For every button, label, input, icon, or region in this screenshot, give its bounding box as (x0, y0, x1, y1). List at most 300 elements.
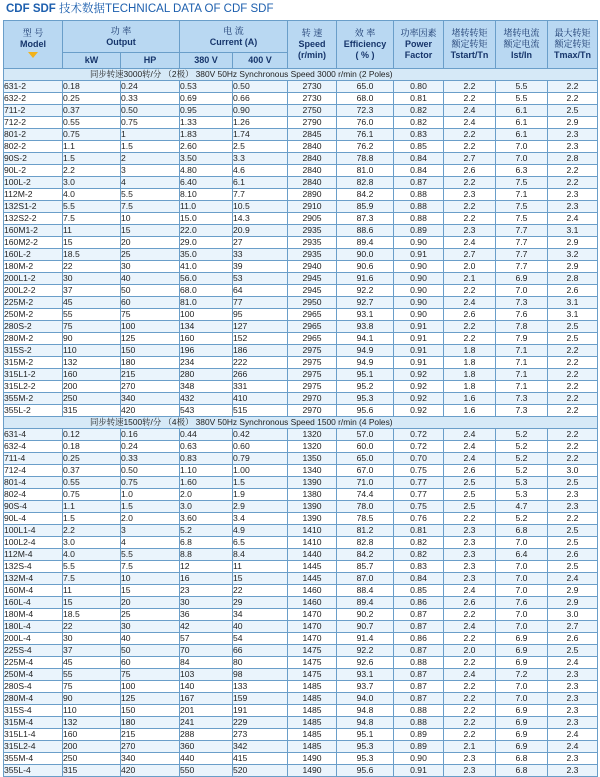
model-cell: 315L1-2 (4, 369, 63, 381)
table-cell: 2.3 (444, 525, 496, 537)
table-cell: 85.9 (337, 201, 394, 213)
table-cell: 0.63 (180, 441, 233, 453)
table-cell: 2.5 (548, 105, 598, 117)
table-cell: 0.82 (394, 537, 444, 549)
table-cell: 2.9 (548, 585, 598, 597)
table-cell: 0.75 (121, 117, 180, 129)
table-cell: 0.82 (394, 117, 444, 129)
table-cell: 53 (233, 273, 288, 285)
table-cell: 6.9 (496, 657, 548, 669)
table-row (4, 93, 598, 105)
table-cell: 0.92 (394, 405, 444, 417)
table-cell: 0.75 (63, 129, 121, 141)
table-cell: 7.0 (496, 681, 548, 693)
header-output: 功 率 Output (63, 21, 180, 53)
table-cell: 0.55 (63, 477, 121, 489)
table-cell: 315 (63, 405, 121, 417)
table-row (4, 633, 598, 645)
model-cell: 132S2-2 (4, 213, 63, 225)
table-cell: 2.8 (548, 273, 598, 285)
table-cell: 5.2 (180, 525, 233, 537)
table-cell: 2.3 (548, 705, 598, 717)
table-cell: 2.2 (63, 165, 121, 177)
table-row (4, 81, 598, 93)
table-cell: 0.88 (394, 213, 444, 225)
header-efficiency: 效 率 Efficiency ( % ) (337, 21, 394, 69)
table-cell: 2890 (288, 189, 337, 201)
table-cell: 2.1 (444, 741, 496, 753)
table-cell: 2.5 (444, 501, 496, 513)
table-cell: 15 (121, 225, 180, 237)
model-cell: 355M-4 (4, 753, 63, 765)
model-cell: 225M-2 (4, 297, 63, 309)
table-row (4, 729, 598, 741)
table-cell: 201 (180, 705, 233, 717)
table-cell: 2.3 (548, 141, 598, 153)
table-row (4, 561, 598, 573)
table-cell: 152 (233, 333, 288, 345)
table-cell: 0.72 (394, 429, 444, 441)
table-cell: 196 (180, 345, 233, 357)
model-cell: 90L-2 (4, 165, 63, 177)
table-cell: 0.44 (180, 429, 233, 441)
table-cell: 0.84 (394, 153, 444, 165)
table-cell: 2.4 (548, 213, 598, 225)
table-cell: 10.5 (233, 201, 288, 213)
table-cell: 100 (121, 681, 180, 693)
table-cell: 2.4 (548, 729, 598, 741)
table-cell: 94.9 (337, 345, 394, 357)
table-cell: 1475 (288, 669, 337, 681)
table-row (4, 549, 598, 561)
table-cell: 2.8 (548, 153, 598, 165)
table-row (4, 429, 598, 441)
header-400v: 400 V (233, 53, 288, 69)
table-cell: 55 (63, 309, 121, 321)
table-cell: 0.82 (394, 105, 444, 117)
table-cell: 2940 (288, 261, 337, 273)
table-cell: 7.5 (496, 201, 548, 213)
table-row (4, 669, 598, 681)
table-row (4, 309, 598, 321)
table-cell: 342 (233, 741, 288, 753)
table-cell: 2.2 (444, 513, 496, 525)
table-row (4, 213, 598, 225)
table-cell: 1.8 (444, 381, 496, 393)
table-cell: 415 (233, 753, 288, 765)
section-header-row (4, 69, 598, 81)
table-cell: 92.6 (337, 657, 394, 669)
table-cell: 90.7 (337, 621, 394, 633)
table-cell: 95.6 (337, 405, 394, 417)
table-cell: 7.3 (496, 405, 548, 417)
table-cell: 68.0 (180, 285, 233, 297)
table-cell: 1380 (288, 489, 337, 501)
table-cell: 1.33 (180, 117, 233, 129)
table-cell: 315 (63, 765, 121, 777)
table-cell: 280 (180, 369, 233, 381)
table-cell: 8.4 (233, 549, 288, 561)
table-cell: 7.6 (496, 597, 548, 609)
table-row (4, 717, 598, 729)
table-cell: 2.2 (444, 81, 496, 93)
model-cell: 180M-4 (4, 609, 63, 621)
table-cell: 75 (121, 309, 180, 321)
table-cell: 2.2 (444, 693, 496, 705)
table-cell: 18.5 (63, 609, 121, 621)
table-cell: 5.5 (121, 549, 180, 561)
table-cell: 0.88 (394, 705, 444, 717)
table-row (4, 657, 598, 669)
table-cell: 2.3 (444, 765, 496, 777)
table-cell: 22.0 (180, 225, 233, 237)
table-cell: 7.5 (63, 213, 121, 225)
table-cell: 6.5 (233, 537, 288, 549)
table-cell: 2.2 (444, 285, 496, 297)
table-cell: 3.0 (548, 609, 598, 621)
table-cell: 40 (233, 621, 288, 633)
table-cell: 270 (121, 381, 180, 393)
document-title (0, 0, 600, 19)
table-cell: 1340 (288, 465, 337, 477)
table-cell: 0.24 (121, 441, 180, 453)
table-cell: 6.9 (496, 645, 548, 657)
table-cell: 0.87 (394, 645, 444, 657)
table-cell: 40 (121, 273, 180, 285)
table-cell: 103 (180, 669, 233, 681)
table-cell: 0.88 (394, 201, 444, 213)
table-cell: 0.90 (394, 285, 444, 297)
table-cell: 0.81 (394, 93, 444, 105)
table-cell: 2.60 (180, 141, 233, 153)
table-cell: 2.3 (548, 489, 598, 501)
table-cell: 186 (233, 345, 288, 357)
table-cell: 6.1 (496, 117, 548, 129)
table-cell: 84.2 (337, 189, 394, 201)
table-cell: 340 (121, 393, 180, 405)
table-cell: 11 (233, 561, 288, 573)
table-cell: 2.5 (548, 525, 598, 537)
table-cell: 0.42 (233, 429, 288, 441)
table-cell: 0.83 (180, 453, 233, 465)
table-row (4, 393, 598, 405)
table-cell: 40 (121, 633, 180, 645)
table-cell: 82.8 (337, 537, 394, 549)
table-cell: 30 (63, 633, 121, 645)
table-cell: 2.2 (63, 525, 121, 537)
table-cell: 30 (180, 597, 233, 609)
table-cell: 0.90 (394, 297, 444, 309)
model-cell: 355M-2 (4, 393, 63, 405)
table-cell: 2840 (288, 141, 337, 153)
table-cell: 5.2 (496, 453, 548, 465)
table-cell: 74.4 (337, 489, 394, 501)
table-cell: 0.91 (394, 345, 444, 357)
table-row (4, 501, 598, 513)
model-cell: 315M-4 (4, 717, 63, 729)
table-cell: 2.3 (548, 765, 598, 777)
table-cell: 2.5 (548, 477, 598, 489)
table-cell: 2840 (288, 177, 337, 189)
table-cell: 241 (180, 717, 233, 729)
table-cell: 2.7 (444, 249, 496, 261)
table-cell: 0.90 (394, 273, 444, 285)
table-cell: 0.37 (63, 465, 121, 477)
table-cell: 2950 (288, 297, 337, 309)
table-cell: 0.87 (394, 609, 444, 621)
model-cell: 315L1-4 (4, 729, 63, 741)
table-cell: 3.1 (548, 309, 598, 321)
table-cell: 1.6 (444, 393, 496, 405)
table-row (4, 357, 598, 369)
table-cell: 0.66 (233, 93, 288, 105)
table-cell: 1470 (288, 633, 337, 645)
table-cell: 0.90 (233, 105, 288, 117)
table-cell: 93.7 (337, 681, 394, 693)
table-cell: 2.6 (548, 285, 598, 297)
table-cell: 15 (233, 573, 288, 585)
table-cell: 1.5 (63, 153, 121, 165)
model-cell: 100L2-4 (4, 537, 63, 549)
model-cell: 802-4 (4, 489, 63, 501)
table-cell: 2975 (288, 345, 337, 357)
model-cell: 802-2 (4, 141, 63, 153)
table-cell: 1.0 (121, 489, 180, 501)
table-cell: 7.7 (496, 249, 548, 261)
table-cell: 93.1 (337, 309, 394, 321)
table-cell: 0.75 (394, 465, 444, 477)
table-cell: 10 (121, 213, 180, 225)
table-cell: 2.2 (444, 129, 496, 141)
table-cell: 2.9 (548, 597, 598, 609)
table-cell: 0.91 (394, 765, 444, 777)
table-cell: 1485 (288, 729, 337, 741)
table-cell: 76.0 (337, 117, 394, 129)
table-cell: 222 (233, 357, 288, 369)
table-cell: 1390 (288, 501, 337, 513)
table-cell: 5.5 (496, 81, 548, 93)
table-cell: 0.53 (180, 81, 233, 93)
table-cell: 520 (233, 765, 288, 777)
model-cell: 280S-4 (4, 681, 63, 693)
table-cell: 2840 (288, 165, 337, 177)
table-cell: 515 (233, 405, 288, 417)
table-cell: 440 (180, 753, 233, 765)
table-cell: 92.2 (337, 645, 394, 657)
table-cell: 35.0 (180, 249, 233, 261)
table-row (4, 165, 598, 177)
model-cell: 711-4 (4, 453, 63, 465)
table-cell: 15 (121, 585, 180, 597)
table-row (4, 765, 598, 777)
table-cell: 2945 (288, 285, 337, 297)
table-cell: 3.4 (233, 513, 288, 525)
table-cell: 2840 (288, 153, 337, 165)
table-cell: 0.91 (394, 357, 444, 369)
table-cell: 60.0 (337, 441, 394, 453)
table-cell: 94.9 (337, 357, 394, 369)
table-cell: 0.18 (63, 441, 121, 453)
table-cell: 2.6 (444, 165, 496, 177)
table-cell: 2.3 (548, 693, 598, 705)
table-cell: 2.5 (548, 321, 598, 333)
table-cell: 71.0 (337, 477, 394, 489)
table-cell: 2.2 (548, 381, 598, 393)
table-cell: 0.83 (394, 129, 444, 141)
technical-data-table (3, 20, 598, 777)
model-cell: 200L1-2 (4, 273, 63, 285)
table-row (4, 609, 598, 621)
table-row (4, 381, 598, 393)
table-cell: 2.6 (444, 309, 496, 321)
table-cell: 2.2 (548, 513, 598, 525)
table-cell: 2.2 (444, 681, 496, 693)
table-cell: 7.0 (496, 141, 548, 153)
arrow-down-icon (28, 52, 38, 58)
table-cell: 5.5 (496, 93, 548, 105)
table-cell: 550 (180, 765, 233, 777)
table-cell: 2935 (288, 249, 337, 261)
table-cell: 2.2 (548, 441, 598, 453)
table-cell: 57 (180, 633, 233, 645)
model-cell: 315S-4 (4, 705, 63, 717)
table-cell: 6.9 (496, 273, 548, 285)
table-row (4, 225, 598, 237)
table-cell: 2.2 (548, 345, 598, 357)
model-cell: 100L-2 (4, 177, 63, 189)
table-cell: 65.0 (337, 453, 394, 465)
table-cell: 0.91 (394, 249, 444, 261)
table-cell: 1.10 (180, 465, 233, 477)
table-cell: 1440 (288, 549, 337, 561)
table-cell: 1485 (288, 705, 337, 717)
table-cell: 2.2 (444, 201, 496, 213)
table-cell: 7.8 (496, 321, 548, 333)
table-cell: 15 (63, 237, 121, 249)
table-cell: 85.7 (337, 561, 394, 573)
header-380v: 380 V (180, 53, 233, 69)
table-cell: 7.1 (496, 381, 548, 393)
model-cell: 632-4 (4, 441, 63, 453)
table-cell: 0.75 (394, 501, 444, 513)
table-cell: 2.2 (444, 177, 496, 189)
model-cell: 100L1-4 (4, 525, 63, 537)
table-cell: 90.0 (337, 249, 394, 261)
table-cell: 30 (121, 621, 180, 633)
table-cell: 132 (63, 717, 121, 729)
model-cell: 280M-2 (4, 333, 63, 345)
table-cell: 89.4 (337, 237, 394, 249)
table-cell: 0.77 (394, 477, 444, 489)
table-cell: 25 (121, 249, 180, 261)
table-cell: 0.12 (63, 429, 121, 441)
table-cell: 1.8 (444, 357, 496, 369)
table-cell: 2.6 (444, 597, 496, 609)
table-cell: 18.5 (63, 249, 121, 261)
model-cell: 225M-4 (4, 657, 63, 669)
table-cell: 3.0 (180, 501, 233, 513)
header-tstart: 堵转转矩 额定转矩 Tstart/Tn (444, 21, 496, 69)
table-cell: 2965 (288, 321, 337, 333)
table-cell: 2.2 (548, 393, 598, 405)
table-cell: 88.4 (337, 585, 394, 597)
table-cell: 2.2 (444, 213, 496, 225)
table-cell: 78.5 (337, 513, 394, 525)
table-cell: 0.85 (394, 585, 444, 597)
table-cell: 0.16 (121, 429, 180, 441)
table-cell: 2.2 (444, 717, 496, 729)
table-row (4, 693, 598, 705)
table-row (4, 249, 598, 261)
table-cell: 90.2 (337, 609, 394, 621)
table-cell: 5.3 (496, 477, 548, 489)
table-cell: 95 (233, 309, 288, 321)
table-cell: 76.1 (337, 129, 394, 141)
table-cell: 2910 (288, 201, 337, 213)
table-cell: 1350 (288, 453, 337, 465)
model-cell: 200L2-2 (4, 285, 63, 297)
table-cell: 360 (180, 741, 233, 753)
table-cell: 76.2 (337, 141, 394, 153)
table-cell: 10 (121, 573, 180, 585)
table-row (4, 369, 598, 381)
table-cell: 2.5 (444, 477, 496, 489)
table-cell: 22 (63, 261, 121, 273)
table-cell: 7.0 (496, 585, 548, 597)
header-current: 电 流 Current (A) (180, 21, 288, 53)
model-cell: 250M-4 (4, 669, 63, 681)
table-cell: 72.3 (337, 105, 394, 117)
model-cell: 180L-4 (4, 621, 63, 633)
table-cell: 3.1 (548, 297, 598, 309)
table-cell: 0.18 (63, 81, 121, 93)
table-cell: 78.8 (337, 153, 394, 165)
table-cell: 0.86 (394, 597, 444, 609)
table-cell: 98 (233, 669, 288, 681)
table-cell: 200 (63, 741, 121, 753)
table-row (4, 585, 598, 597)
table-cell: 94.8 (337, 717, 394, 729)
table-cell: 7.1 (496, 345, 548, 357)
table-cell: 7.3 (496, 297, 548, 309)
table-cell: 1.5 (233, 477, 288, 489)
header-power-factor: 功率因素 Power Factor (394, 21, 444, 69)
table-cell: 2905 (288, 213, 337, 225)
table-cell: 2.3 (444, 537, 496, 549)
table-cell: 0.76 (394, 513, 444, 525)
table-cell: 180 (121, 717, 180, 729)
table-cell: 3.3 (233, 153, 288, 165)
table-cell: 4.80 (180, 165, 233, 177)
table-cell: 331 (233, 381, 288, 393)
table-row (4, 117, 598, 129)
table-cell: 2965 (288, 333, 337, 345)
table-cell: 167 (180, 693, 233, 705)
table-cell: 2750 (288, 105, 337, 117)
table-cell: 2.2 (548, 429, 598, 441)
table-cell: 0.60 (233, 441, 288, 453)
table-cell: 3 (121, 525, 180, 537)
table-cell: 420 (121, 765, 180, 777)
table-cell: 2.2 (548, 165, 598, 177)
table-cell: 0.87 (394, 693, 444, 705)
table-cell: 3.60 (180, 513, 233, 525)
table-cell: 2.3 (444, 753, 496, 765)
model-cell: 90S-4 (4, 501, 63, 513)
table-cell: 5.2 (496, 429, 548, 441)
table-cell: 2.2 (548, 177, 598, 189)
table-cell: 78.0 (337, 501, 394, 513)
